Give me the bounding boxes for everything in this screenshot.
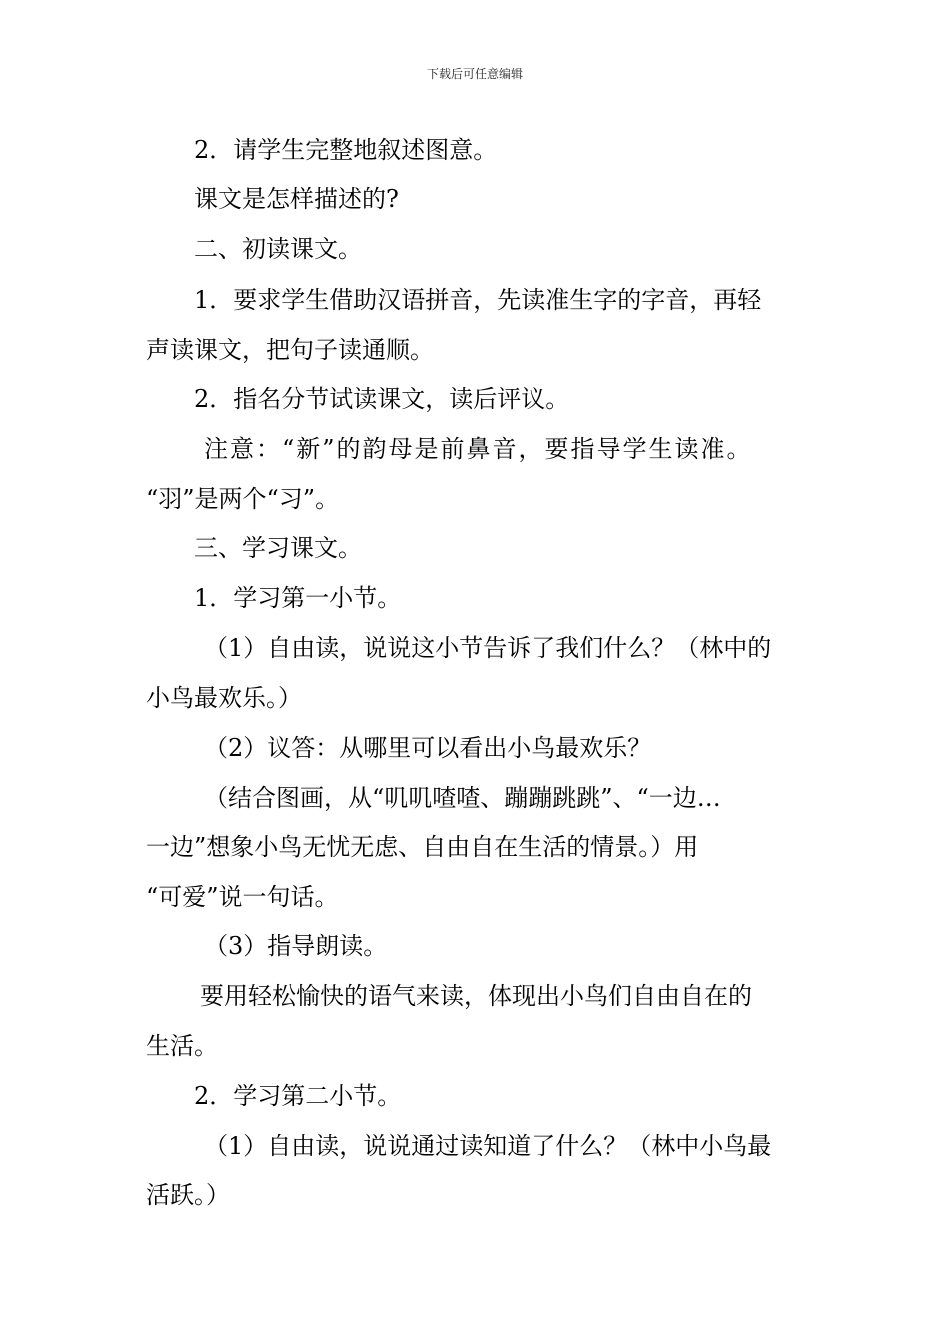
text-line: （2）议答：从哪里可以看出小鸟最欢乐？ [204,734,652,762]
text-line: “羽”是两个“习”。 [146,485,340,513]
text-line: （3）指导朗读。 [204,932,388,960]
text-line: （1）自由读，说说通过读知道了什么？（林中小鸟最 [204,1132,772,1160]
text-line: 2．学习第二小节。 [194,1082,402,1110]
text-line: （1）自由读，说说这小节告诉了我们什么？（林中的 [204,634,772,662]
text-line: 课文是怎样描述的? [194,185,399,213]
text-line: （结合图画，从“叽叽喳喳、蹦蹦跳跳”、“一边… [204,784,721,812]
text-line: 生活。 [146,1032,218,1060]
text-line: 1．要求学生借助汉语拼音，先读准生字的字音，再轻 [194,286,762,314]
text-line: 要用轻松愉快的语气来读，体现出小鸟们自由自在的 [200,982,752,1010]
text-line: 注意：“新”的韵母是前鼻音，要指导学生读准。 [204,435,753,463]
text-line: 2．请学生完整地叙述图意。 [194,136,498,164]
text-line: 二、初读课文。 [194,235,362,263]
text-line: 1．学习第一小节。 [194,584,402,612]
text-line: 声读课文，把句子读通顺。 [146,336,434,364]
text-line: 小鸟最欢乐。） [146,684,302,712]
page-header: 下载后可任意编辑 [426,67,523,81]
text-line: 2．指名分节试读课文，读后评议。 [194,385,570,413]
text-line: “可爱”说一句话。 [146,883,339,911]
text-line: 三、学习课文。 [194,534,362,562]
text-line: 活跃。） [146,1181,230,1209]
text-line: 一边”想象小鸟无忧无虑、自由自在生活的情景。）用 [146,833,699,861]
